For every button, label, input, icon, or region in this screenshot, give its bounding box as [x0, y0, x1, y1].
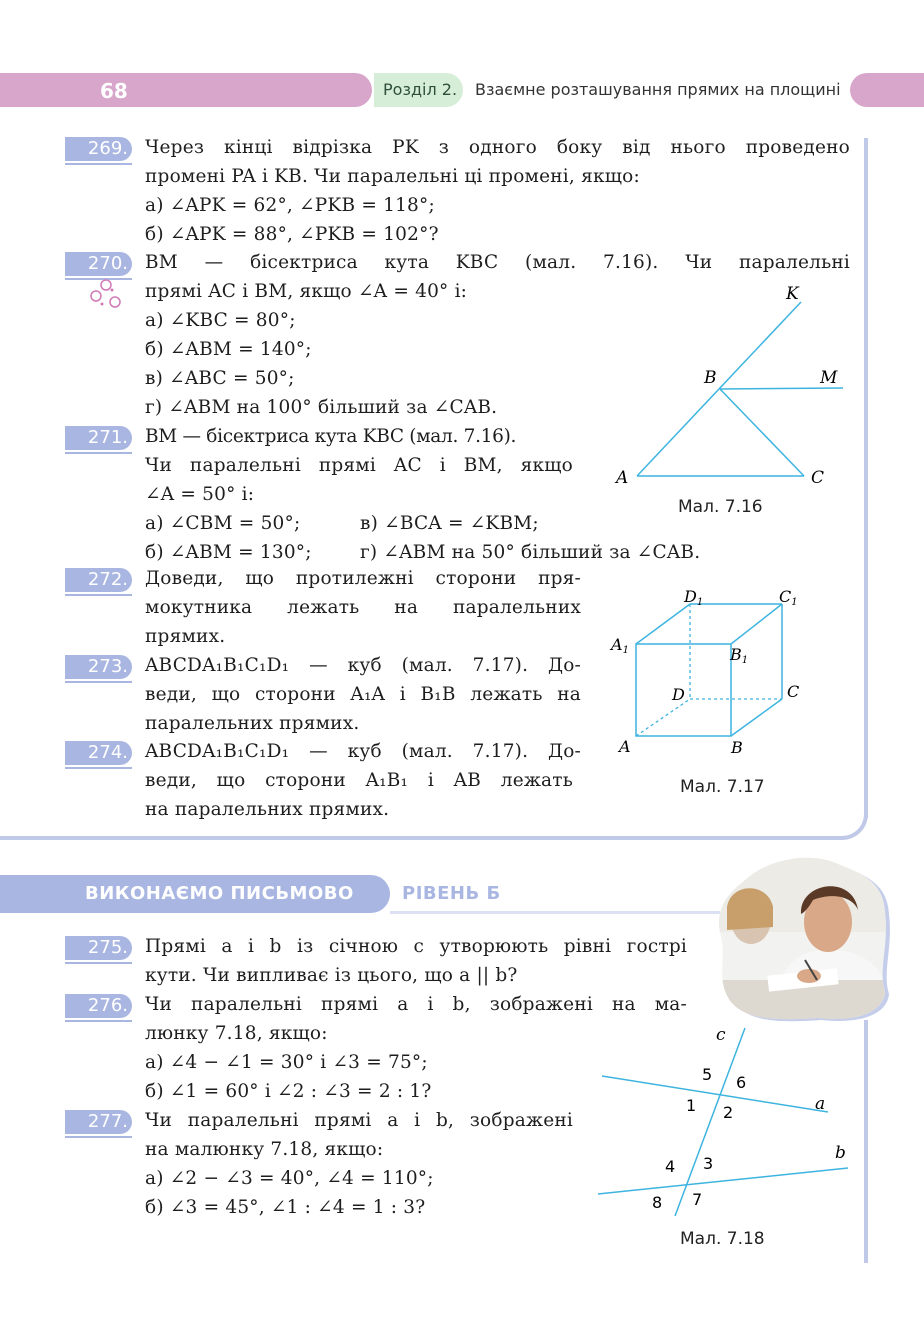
figure-7-16	[600, 280, 870, 520]
task-text: люнку 7.18, якщо:	[145, 1023, 328, 1044]
line-label: b	[835, 1143, 846, 1163]
angle-label: 1	[686, 1096, 697, 1115]
task-option: в) ∠ABC = 50°;	[145, 368, 295, 389]
task-text: Доведи, що протилежні сторони пря-	[145, 568, 581, 589]
subscript: 1	[622, 645, 629, 656]
angle-label: 4	[665, 1157, 676, 1176]
task-text: прямих.	[145, 626, 226, 647]
point-label: C	[779, 587, 792, 606]
task-text: промені PA і KB. Чи паралельні ці промені, якщо:	[145, 166, 640, 187]
task-text: Прямі a і b із січною c утворюють рівні гострі	[145, 936, 687, 957]
task-option: б) ∠APK = 88°, ∠PKB = 102°?	[145, 224, 439, 245]
task-text: Чи паралельні прямі a і b, зображені на ма-	[145, 994, 687, 1015]
angle-label: 6	[736, 1073, 747, 1092]
angle-label: 2	[723, 1103, 734, 1122]
chapter-title: Взаємне розташування прямих на площині	[475, 80, 841, 99]
point-label: D	[684, 587, 697, 606]
angle-label: 5	[702, 1065, 713, 1084]
level-label: РІВЕНЬ Б	[402, 883, 501, 904]
task-text: Через кінці відрізка PK з одного боку від нього проведено	[145, 137, 850, 158]
point-label: D	[672, 685, 685, 704]
task-option: в) ∠BCA = ∠KBM;	[360, 513, 539, 534]
angle-label: 3	[703, 1154, 714, 1173]
point-label: C	[811, 468, 825, 488]
figure-caption: Мал. 7.16	[678, 497, 763, 517]
task-text: кути. Чи випливає із цього, що a || b?	[145, 965, 518, 986]
point-label: A	[619, 737, 631, 756]
frame-border	[864, 1020, 868, 1263]
figure-caption: Мал. 7.18	[680, 1229, 765, 1249]
task-option: а) ∠4 − ∠1 = 30° і ∠3 = 75°;	[145, 1052, 428, 1073]
group-work-icon	[88, 278, 124, 312]
task-option: а) ∠APK = 62°, ∠PKB = 118°;	[145, 195, 435, 216]
task-text: ∠A = 50° і:	[145, 484, 255, 505]
subscript: 1	[696, 597, 704, 608]
figure-7-18	[590, 1020, 860, 1220]
task-number: 272.	[65, 568, 132, 592]
task-option: г) ∠ABM на 100° більший за ∠CAB.	[145, 397, 498, 418]
task-option: г) ∠ABM на 50° більший за ∠CAB.	[360, 542, 701, 563]
task-text: BM — бісектриса кута KBC (мал. 7.16). Чи паралельні	[145, 252, 850, 273]
svg-text:A1	[609, 635, 629, 656]
task-number: 270.	[65, 252, 132, 276]
task-text: BM — бісектриса кута KBC (мал. 7.16).	[145, 426, 517, 447]
point-label: A	[616, 468, 629, 488]
svg-text:C1	[779, 587, 798, 608]
task-number: 273.	[65, 655, 132, 679]
task-text: на малюнку 7.18, якщо:	[145, 1139, 384, 1160]
task-option: а) ∠KBC = 80°;	[145, 310, 296, 331]
point-label: C	[787, 682, 800, 701]
task-option: б) ∠ABM = 130°;	[145, 542, 312, 563]
task-number: 277.	[65, 1110, 132, 1134]
task-text: веди, що сторони A₁B₁ і AB лежать	[145, 770, 573, 791]
figure-7-17	[605, 583, 820, 763]
task-option: а) ∠2 − ∠3 = 40°, ∠4 = 110°;	[145, 1168, 434, 1189]
task-text: мокутника лежать на паралельних	[145, 597, 581, 618]
svg-text:B1	[729, 645, 748, 666]
task-option: б) ∠1 = 60° і ∠2 : ∠3 = 2 : 1?	[145, 1081, 432, 1102]
line-label: c	[716, 1025, 726, 1045]
task-option: б) ∠3 = 45°, ∠1 : ∠4 = 1 : 3?	[145, 1197, 426, 1218]
task-text: на паралельних прямих.	[145, 799, 390, 820]
subscript: 1	[791, 597, 798, 608]
section-banner: ВИКОНАЄМО ПИСЬМОВО	[0, 875, 390, 913]
task-option: б) ∠ABM = 140°;	[145, 339, 312, 360]
subscript: 1	[741, 655, 749, 666]
svg-text:D1	[683, 587, 703, 608]
task-text: прямі AC і BM, якщо ∠A = 40° і:	[145, 281, 468, 302]
task-number: 276.	[65, 994, 132, 1018]
point-label: B	[730, 645, 742, 664]
point-label: B	[704, 368, 717, 388]
task-number: 275.	[65, 936, 132, 960]
line-label: a	[815, 1094, 826, 1114]
task-text: ABCDA₁B₁C₁D₁ — куб (мал. 7.17). До-	[145, 655, 581, 676]
task-number: 274.	[65, 741, 132, 765]
task-text: ABCDA₁B₁C₁D₁ — куб (мал. 7.17). До-	[145, 741, 581, 762]
figure-caption: Мал. 7.17	[680, 777, 765, 797]
task-number: 271.	[65, 426, 132, 450]
task-text: Чи паралельні прямі a і b, зображені	[145, 1110, 573, 1131]
section-label: Розділ 2.	[374, 73, 463, 107]
point-label: M	[820, 368, 838, 388]
student-photo	[713, 852, 893, 1024]
point-label: B	[731, 738, 743, 757]
angle-label: 8	[652, 1193, 663, 1212]
task-number: 269.	[65, 137, 132, 161]
task-text: Чи паралельні прямі AC і BM, якщо	[145, 455, 573, 476]
task-text: веди, що сторони A₁A і B₁B лежать на	[145, 684, 581, 705]
task-option: а) ∠CBM = 50°;	[145, 513, 301, 534]
point-label: A	[611, 635, 623, 654]
frame-corner	[821, 795, 868, 840]
header-bar-right	[850, 73, 924, 107]
frame-border	[0, 836, 843, 840]
page-number: 68	[100, 79, 128, 103]
point-label: K	[786, 284, 799, 304]
task-text: паралельних прямих.	[145, 713, 360, 734]
banner-underline	[390, 911, 720, 914]
angle-label: 7	[692, 1190, 703, 1209]
header-bar-left	[0, 73, 372, 107]
